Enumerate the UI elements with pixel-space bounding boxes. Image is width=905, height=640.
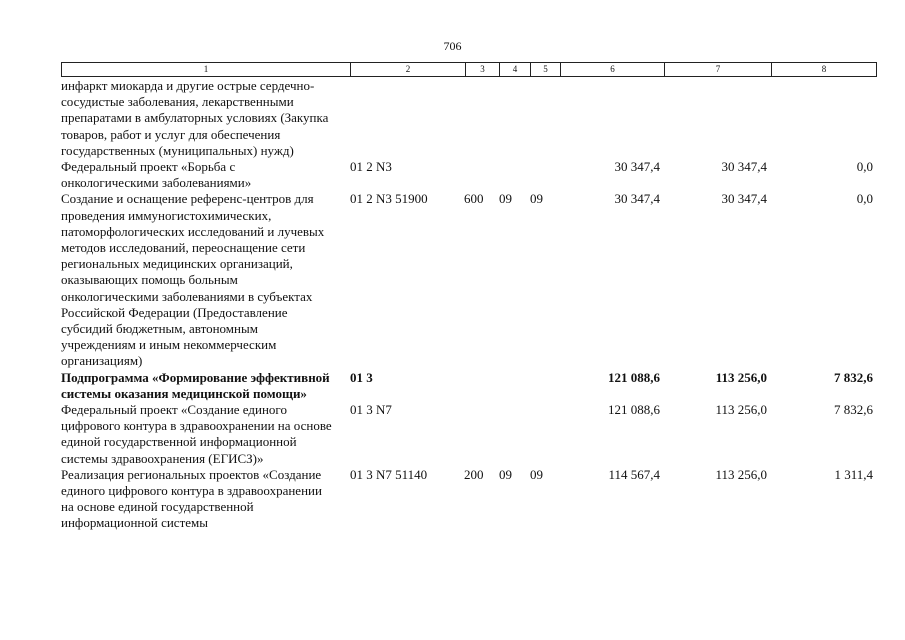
row-code: 01 2 N3 <box>350 159 392 175</box>
row-col3: 200 <box>464 466 484 482</box>
header-col-5: 5 <box>531 63 561 77</box>
row-value-col8: 0,0 <box>856 191 873 207</box>
row-description: инфаркт миокарда и другие острые сердечно-сосудистые заболевания, лекарственными препаратами в амбулаторных условиях (Закупка товаров, работ и услуг для обеспечения государственных (муниципальных) нужд) <box>61 78 329 158</box>
row-value-col7: 113 256,0 <box>715 369 767 385</box>
row-code: 01 3 N7 <box>350 402 392 418</box>
table-row <box>61 402 876 467</box>
table-row <box>61 370 876 402</box>
row-value-col6: 121 088,6 <box>608 402 660 418</box>
row-value-col8: 7 832,6 <box>834 402 873 418</box>
header-col-8: 8 <box>772 63 877 77</box>
row-code: 01 3 N7 51140 <box>350 466 428 482</box>
header-col-7: 7 <box>665 63 772 77</box>
row-description: Подпрограмма «Формирование эффективной системы оказания медицинской помощи» <box>61 369 330 401</box>
row-col3: 600 <box>464 191 484 207</box>
table-body <box>61 78 876 532</box>
column-number-header <box>61 62 877 77</box>
table-row <box>61 467 876 532</box>
row-value-col7: 113 256,0 <box>715 466 767 482</box>
row-value-col7: 113 256,0 <box>715 402 767 418</box>
row-value-col6: 121 088,6 <box>608 369 660 385</box>
row-value-col7: 30 347,4 <box>721 159 767 175</box>
header-col-6: 6 <box>561 63 665 77</box>
row-code: 01 2 N3 51900 <box>350 191 428 207</box>
row-value-col8: 1 311,4 <box>834 466 873 482</box>
row-col5: 09 <box>530 191 543 207</box>
table-row <box>61 78 876 159</box>
row-description: Реализация региональных проектов «Создание единого цифрового контура в здравоохранении на основе единой государственной информационной системы <box>61 466 322 531</box>
page-number: 706 <box>443 39 462 53</box>
row-value-col6: 30 347,4 <box>614 191 660 207</box>
header-col-3: 3 <box>466 63 500 77</box>
row-col4: 09 <box>499 466 512 482</box>
row-description: Создание и оснащение референс-центров для проведения иммуногистохимических, патоморфологических исследований и лучевых методов исследований, переоснащение сети региональных медицинских организаций, оказывающих помощь больным онкологическими заболеваниями в субъектах Российской Федерации (Предоставление субсидий бюджетным, автономным учреждениям и иным некоммерческим организациям) <box>61 191 325 369</box>
row-col5: 09 <box>530 466 543 482</box>
row-description: Федеральный проект «Борьба с онкологическими заболеваниями» <box>61 159 252 191</box>
row-value-col6: 30 347,4 <box>614 159 660 175</box>
row-code: 01 3 <box>350 369 373 385</box>
header-col-1: 1 <box>62 63 351 77</box>
row-col4: 09 <box>499 191 512 207</box>
row-value-col8: 7 832,6 <box>834 369 873 385</box>
row-value-col6: 114 567,4 <box>608 466 660 482</box>
row-value-col7: 30 347,4 <box>721 191 767 207</box>
table-row <box>61 191 876 369</box>
header-col-2: 2 <box>351 63 466 77</box>
table-row <box>61 159 876 191</box>
header-col-4: 4 <box>500 63 531 77</box>
row-description: Федеральный проект «Создание единого цифрового контура в здравоохранении на основе единой государственной информационной системы здравоохранения (ЕГИСЗ)» <box>61 402 332 466</box>
row-value-col8: 0,0 <box>856 159 873 175</box>
